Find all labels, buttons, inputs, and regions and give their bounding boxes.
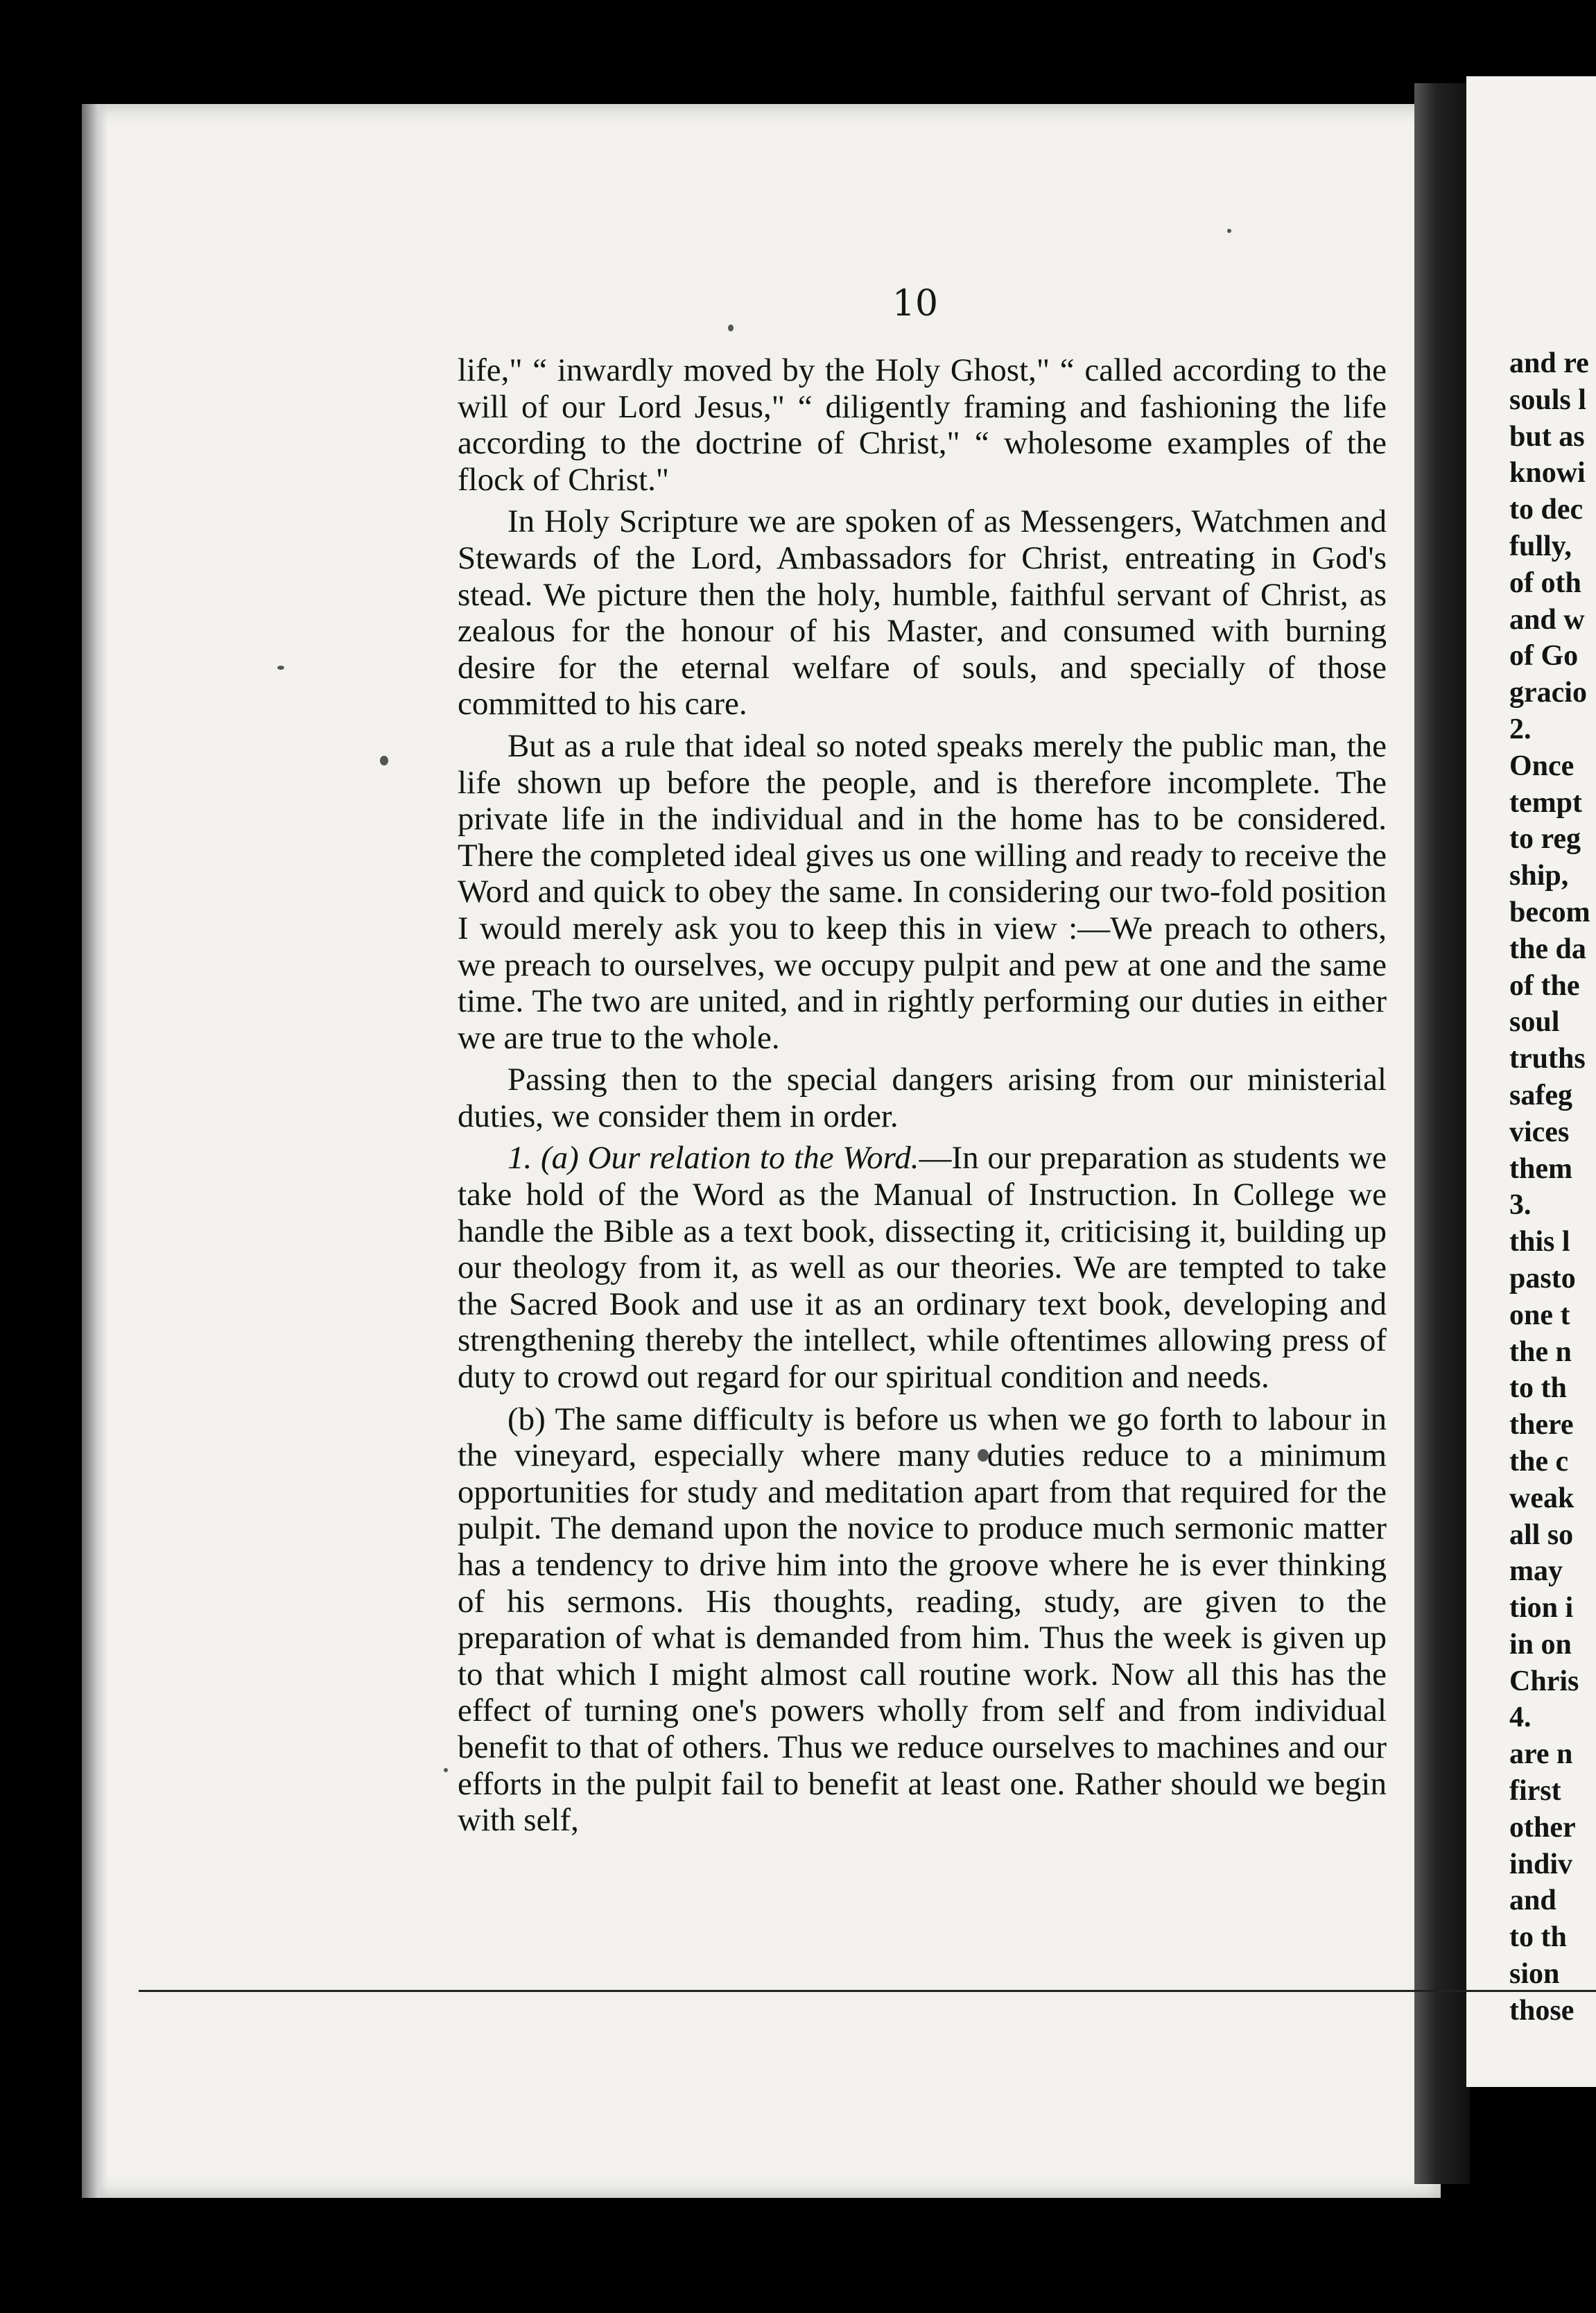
paragraph-text: (b) The same difficulty is before us when we go forth to labour in the vineyard, especially where many duties reduce to a minimum opportunities for study and meditation apart from that required for the pulpit. The demand upon the novice to produce much sermonic matter has a tendency to drive him into the groove where he is ever thinking of his sermons. His thoughts, reading, study, are given to the preparation of what is demanded from him. Thus the week is given up to that which I might almost call routine work. Now all this has the effect of turning one's powers wholly from self and from individual benefit to that of others. Thus we reduce ourselves to machines and our efforts in the pulpit fail to benefit at least one. Rather should we begin with self, xyxy=(458,1401,1387,1839)
page-edge-shadow xyxy=(82,104,108,2198)
facing-page-line: ship, xyxy=(1509,860,1569,892)
facing-page-line: 2. xyxy=(1509,713,1532,745)
speck xyxy=(1227,229,1231,233)
facing-page-line: may xyxy=(1509,1555,1563,1588)
facing-page-line: truths xyxy=(1509,1043,1586,1075)
facing-page-line: indiv xyxy=(1509,1848,1573,1880)
facing-page-line: Once xyxy=(1509,750,1575,782)
paragraph-text: life," “ inwardly moved by the Holy Ghost," “ called according to the will of our Lord Jesus," “ diligently framing and fashioning the life according to the doctrine of Christ," “ wholesome examples of the flock of Christ." xyxy=(458,352,1387,498)
facing-page-line: first xyxy=(1509,1775,1561,1808)
facing-page-line: 3. xyxy=(1509,1189,1532,1222)
paragraph-heading: 1. (a) Our relation to the Word. xyxy=(508,1140,919,1177)
facing-page-line: the n xyxy=(1509,1335,1572,1368)
facing-page-line: are n xyxy=(1509,1738,1573,1771)
facing-page-line: of the xyxy=(1509,969,1580,1002)
facing-page-line: in on xyxy=(1509,1628,1572,1661)
facing-page-line: of oth xyxy=(1509,566,1581,599)
facing-page-line: all so xyxy=(1509,1518,1574,1551)
facing-page-line: this l xyxy=(1509,1226,1570,1258)
facing-page-text xyxy=(1509,345,1596,2029)
paragraph-text: In Holy Scripture we are spoken of as Messengers, Watchmen and Stewards of the Lord, Ambassadors for Christ, entreating in God's stead. We picture then the holy, humble, faithful servant of Christ, as zealous for the honour of his Master, and consumed with burning desire for the eternal welfare of souls, and specially of those committed to his care. xyxy=(458,503,1387,722)
paragraph-text: —In our preparation as students we take hold of the Word as the Manual of Instruction. In College we handle the Bible as a text book, dissecting it, criticising it, building up our theology from it, as well as our theories. We are tempted to take the Sacred Book and use it as an ordinary text book, developing and strengthening thereby the intellect, while oftentimes allowing press of duty to crowd out regard for our spiritual condition and needs. xyxy=(458,1140,1387,1396)
facing-page-line: the da xyxy=(1509,933,1586,965)
facing-page-line: weak xyxy=(1509,1482,1575,1514)
paragraph xyxy=(458,1062,1387,1134)
facing-page-line: 4. xyxy=(1509,1701,1532,1734)
speck xyxy=(728,324,734,331)
facing-page-line: fully, xyxy=(1509,530,1572,562)
facing-page-line: those xyxy=(1509,1994,1575,2027)
facing-page-line: becom xyxy=(1509,896,1590,928)
bottom-rule xyxy=(139,1990,1596,1992)
facing-page-line: safeg xyxy=(1509,1079,1572,1111)
facing-page-line: them xyxy=(1509,1152,1572,1185)
facing-page-line: Chris xyxy=(1509,1665,1579,1697)
facing-page-line: vices xyxy=(1509,1116,1570,1148)
paragraph xyxy=(458,503,1387,722)
facing-page-line: to reg xyxy=(1509,823,1581,856)
facing-page-line: one t xyxy=(1509,1299,1570,1331)
facing-page-line: to th xyxy=(1509,1921,1567,1954)
paragraph xyxy=(458,728,1387,1056)
facing-page-line: to dec xyxy=(1509,494,1584,526)
facing-page-line: the c xyxy=(1509,1445,1569,1478)
facing-page-line: and xyxy=(1509,1885,1556,1917)
page-number: 10 xyxy=(892,283,939,324)
facing-page-line: sion xyxy=(1509,1958,1560,1991)
facing-page-line: soul xyxy=(1509,1006,1560,1039)
facing-page-line: there xyxy=(1509,1409,1574,1441)
speck xyxy=(277,666,284,670)
facing-page-line: knowi xyxy=(1509,457,1586,490)
facing-page-line: pasto xyxy=(1509,1262,1576,1294)
book-gutter xyxy=(1414,83,1470,2184)
speck xyxy=(444,1768,448,1772)
facing-page-line: but as xyxy=(1509,420,1585,453)
facing-page-line: tempt xyxy=(1509,786,1582,819)
paragraph xyxy=(458,1140,1387,1395)
main-body-text xyxy=(458,352,1387,1839)
paragraph-text: But as a rule that ideal so noted speaks merely the public man, the life shown up before the people, and is therefore incomplete. The private life in the individual and in the home has to be considered. There the completed ideal gives us one willing and ready to receive the Word and quick to obey the same. In considering our two-fold position I would merely ask you to keep this in view :—We preach to others, we preach to ourselves, we occupy pulpit and pew at one and the same time. The two are united, and in rightly performing our duties in either we are true to the whole. xyxy=(458,727,1387,1056)
facing-page-line: and re xyxy=(1509,347,1589,379)
facing-page-line: gracio xyxy=(1509,677,1587,709)
facing-page-line: other xyxy=(1509,1811,1576,1844)
facing-page-line: to th xyxy=(1509,1372,1567,1405)
paragraph xyxy=(458,352,1387,498)
speck xyxy=(380,756,388,765)
facing-page-line: and w xyxy=(1509,603,1585,636)
paragraph xyxy=(458,1401,1387,1839)
facing-page-line: souls l xyxy=(1509,383,1586,416)
facing-page-line: of Go xyxy=(1509,640,1579,673)
facing-page-line: tion i xyxy=(1509,1592,1574,1625)
paragraph-text: Passing then to the special dangers arising from our ministerial duties, we consider them in order. xyxy=(458,1062,1387,1134)
